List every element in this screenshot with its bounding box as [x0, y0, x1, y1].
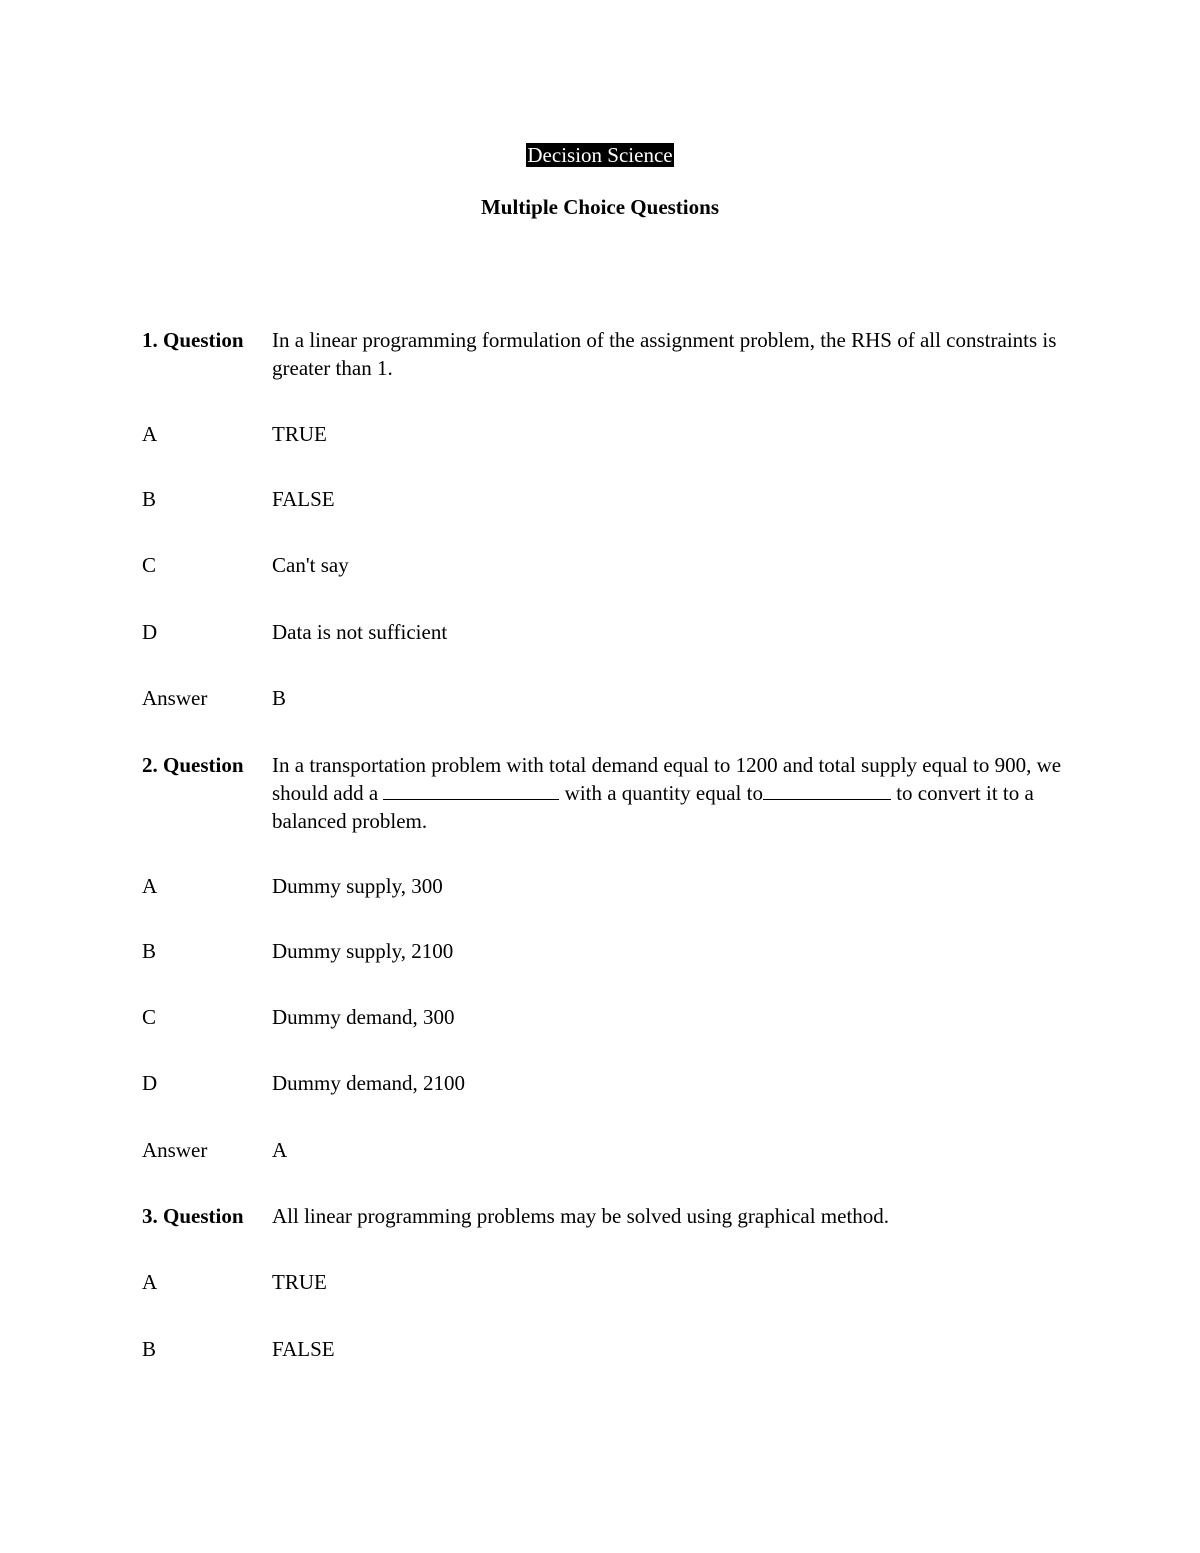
option-text: Dummy demand, 300 [272, 1005, 455, 1029]
question-2-option-c [142, 1003, 1092, 1031]
question-1-option-d [142, 618, 1092, 646]
option-letter: D [142, 620, 158, 644]
fill-in-blank [763, 781, 891, 800]
question-2-label: 2. Question [142, 753, 244, 777]
option-letter: C [142, 553, 157, 577]
option-letter: B [142, 939, 157, 963]
answer-label: Answer [142, 686, 208, 710]
answer-value: B [272, 686, 287, 710]
question-2-option-b [142, 937, 1092, 965]
option-text: Dummy demand, 2100 [272, 1071, 466, 1095]
option-letter: B [142, 1337, 157, 1361]
fill-in-blank [383, 781, 559, 800]
question-1-option-c [142, 551, 1092, 579]
question-2-option-d [142, 1069, 1092, 1097]
option-text: Can't say [272, 553, 349, 577]
question-1-option-a [142, 420, 1092, 448]
question-2-option-a [142, 872, 1092, 900]
question-3-label: 3. Question [142, 1204, 244, 1228]
document-title-text: Decision Science [527, 143, 673, 167]
question-3-text: All linear programming problems may be solved using graphical method. [272, 1204, 890, 1228]
document-title [0, 141, 1200, 169]
question-2-text-part2: with a quantity equal to [564, 781, 763, 805]
option-letter: A [142, 874, 158, 898]
question-1-text: In a linear programming formulation of the assignment problem, the RHS of all constraints is greater than 1. [272, 328, 1057, 380]
option-letter: A [142, 422, 158, 446]
option-text: FALSE [272, 487, 335, 511]
answer-value: A [272, 1138, 288, 1162]
document-subtitle: Multiple Choice Questions [480, 195, 719, 219]
question-3-option-b [142, 1335, 1092, 1363]
option-letter: D [142, 1071, 158, 1095]
question-1 [142, 326, 1092, 382]
question-2-text [272, 751, 1092, 835]
question-1-option-b [142, 485, 1092, 513]
question-2-answer [142, 1136, 1092, 1164]
question-1-answer [142, 684, 1092, 712]
option-text: Dummy supply, 2100 [272, 939, 454, 963]
question-2-text-part1: In a transportation problem with total demand equal to 1200 and total supply equal to 900, we should add a [272, 753, 1062, 805]
option-letter: B [142, 487, 157, 511]
option-letter: C [142, 1005, 157, 1029]
option-text: Data is not sufficient [272, 620, 448, 644]
question-2-text-part3: to convert it to a balanced problem. [272, 781, 1034, 833]
option-text: Dummy supply, 300 [272, 874, 443, 898]
option-letter: A [142, 1270, 158, 1294]
question-2 [142, 751, 1092, 835]
answer-label: Answer [142, 1138, 208, 1162]
question-1-label: 1. Question [142, 328, 244, 352]
question-3 [142, 1202, 1092, 1230]
question-3-option-a [142, 1268, 1092, 1296]
option-text: TRUE [272, 422, 327, 446]
option-text: FALSE [272, 1337, 335, 1361]
option-text: TRUE [272, 1270, 327, 1294]
